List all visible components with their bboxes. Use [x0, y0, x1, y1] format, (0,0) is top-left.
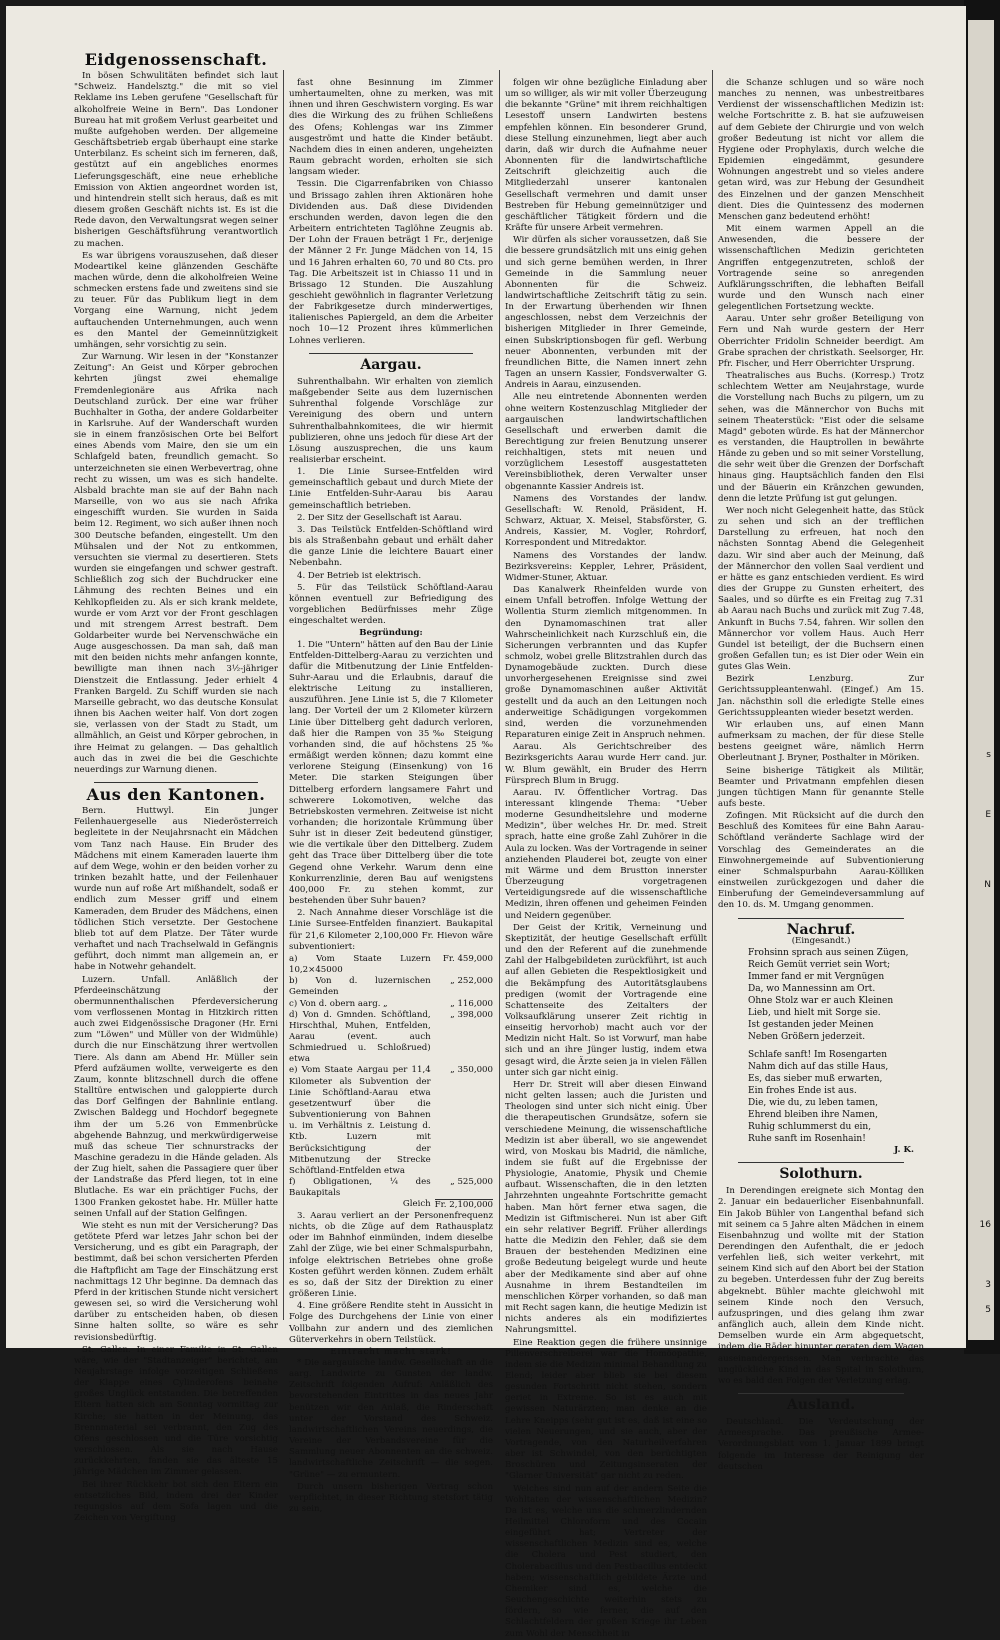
- article-paragraph: Wir dürfen als sicher voraussetzen, daß Sie die bessere grundsätzlich mit uns einig gehen und sich gerne bemühen werden, in Ihrer Gemeinde in die Sammlung neuer Abonnenten für die Schweiz. landwirtschaftliche Zeitschrift tätig zu sein. In der Erwartung überhenden wir Ihnen angeschlossen, nebst dem Verzeichnis der bisherigen Mitglieder in Ihrer Gemeinde, einen Subskriptionsbogen für gefl. Werbung neuer Abonnenten, verbunden mit der freundlichen Bitte, die Namen innert zehn Tagen an unsern Kassier, Fondsverwalter G. Andreis in Aarau, einzusenden.: [505, 235, 707, 391]
- table-cell-label: b) Von d. luzernischen Gemeinden: [289, 976, 431, 998]
- section-title-kantonen: Aus den Kantonen.: [86, 785, 266, 804]
- poem-line: Ist gestanden jeder Meinen: [748, 1019, 874, 1030]
- column-rule: [283, 70, 284, 1320]
- table-cell-amount: „ 116,000: [450, 998, 493, 1009]
- table-row: [289, 1177, 493, 1199]
- article-paragraph: In Derendingen ereignete sich Montag den 2. Januar ein bedauerlicher Eisenbahnunfall. Ein Jakob Bühler von Langenthal befand sich mit seinem ca 5 Jahre alten Mädchen in einem Eisenbahnzug und wollte mit der Station Derendingen den Aufenthalt, die er jedoch verfehlen ließ, sich weiter verkehrt, mit seinem Kind sich auf den Abort bei der Station zu begeben. Unterdessen fuhr der Zug bereits abgeknebt. Bühler machte gleichwohl mit seinem Kinde noch den Versuch, aufzuspringen, und dies gelang ihm zwar anfänglich auch, allein dem Kinde nicht. Demselben wurde ein Arm abgequetscht, indem die Räder hinunter geraten dem Wagen auseinandergerissen. Man verbrachte das unglückliche Kind in das Spital in Solothurn, wo es bald den Folgen der Verletzung erlag.: [718, 1186, 924, 1386]
- subsidy-table: [289, 954, 493, 1211]
- article-paragraph: Bern. Huttwyl. Ein junger Feilenhauergeselle aus Niederösterreich begleitete in der Neujahrsnacht ein Mädchen vom Tanz nach Hause. Ein Bruder des Mädchens mit einem Kameraden lauerte ihm auf dem Wege, wohin er den beiden vorher zu trinken bezahlt hatte, und der Feilenhauer wurde nun auf roße Art mißhandelt, sodaß er endlich zum Messer griff und einem Kameraden, dem Bruder des Mädchens, einen tödlichen Stich versetzte. Der Gestochene blieb tot auf dem Platze. Der Täter wurde verhaftet und nach Trachselwald in Gefängnis geführt, doch nimmt man allgemein an, er habe in Notwehr gehandelt.: [74, 806, 278, 973]
- divider: [309, 353, 473, 354]
- section-title-ausland: Ausland.: [786, 1397, 856, 1413]
- article-paragraph: Wir erlauben uns, auf einen Mann aufmerksam zu machen, der für diese Stelle bestens geeignet wäre, nämlich Herrn Oberleutnant J. Bryner, Posthalter in Möriken.: [718, 719, 924, 764]
- poem-line: Schlafe sanft! Im Rosengarten: [748, 1049, 888, 1060]
- slogan: Eintracht macht stark!: [330, 1346, 452, 1357]
- poem-line: Ohne Stolz war er auch Kleinen: [748, 995, 894, 1006]
- column-rule: [712, 70, 713, 1320]
- article-paragraph: 2. Der Sitz der Gesellschaft ist Aarau.: [297, 512, 462, 523]
- article-paragraph: Welches sind nun auf der andern Seite die Wohltaten der wissenschaftlichen Medizin? Da ist es, welche uns die schmerzlindernden Heilmittel Chloroform und des Cocain eingeführt hat; Vertreter der wissenschaftlichen Medizin sind es, welche die Cholera und Pest studiert, den Cholerabacillus und den Pestbacillus entdeckt haben; wissenschaftlich gebildete Ärzte und Chemiker sind es, welche die Seuchengeschichte weiterhin stets zu fördern, so wie ferner, die auf den Schlachtfeldern der großen Kriege ihr Leben zum Wohl der Menschheit in: [505, 1483, 707, 1639]
- table-cell-label: a) Vom Staate Luzern 10,2×45000: [289, 953, 431, 976]
- article-paragraph: In bösen Schwulitäten befindet sich laut "Schweiz. Handelsztg." die mit so viel Reklame ins Leben gerufene "Gesellschaft für alkoholfreie Weine in Bern". Das Londoner Bureau hat mit großem Verlust gearbeitet und mußte aufgehoben werden. Der allgemeine Geschäftsbetrieb ergab überhaupt eine starke Unterbilanz. Es scheint sich im ferneren, daß, gestützt auf ein angebliches enormes Lieferungsgeschäft, eine neue erhebliche Emission von Aktien angeordnet worden ist, und hintendrein stellt sich heraus, daß es mit diesem großen Geschäft nichts ist. Es ist die Rede davon, den Verwaltungsrat wegen seiner bisherigen Geschäftsführung verantwortlich zu machen.: [74, 71, 278, 249]
- table-cell-amount: „ 252,000: [450, 976, 493, 987]
- poem-subtitle: (Eingesandt.): [791, 935, 851, 946]
- article-paragraph: Namens des Vorstandes der landw. Bezirksvereins: Keppler, Lehrer, Präsident, Widmer-Stuner, Aktuar.: [505, 550, 707, 583]
- article-paragraph: Aarau. IV. Öffentlicher Vortrag. Das interessant klingende Thema: "Ueber moderne Gesundheitslehre und moderne Medizin", über welches Hr. Dr. med. Streit sprach, hatte eine große Zahl Zuhörer in die Aula zu locken. Was der Vortragende in seiner anziehenden Plauderei bot, zeugte von einer mit Wärme und dem Brustton innerster Überzeugung vorgetragenen Verteidigungsrede auf die wissenschaftliche Medizin, ihren offenen und geheimen Feinden und Neidern gegenüber.: [505, 787, 707, 921]
- poem-line: Immer fand er mit Vergnügen: [748, 971, 885, 982]
- table-row: [289, 1199, 493, 1211]
- article-paragraph: Luzern. Unfall. Anläßlich der Pferdeeinschätzung der obermunnenthalischen Pferdeversicherung vom verflossenen Montag in Hitzkirch ritten auch zwei Eidgenössische Dragoner (Hr. Erni zum "Löwen" und Müller von der Widmühle) durch die nur Einschätzung ihrer wertvollen Tiere. Als dann am Abend Hr. Müller sein Pferd aufzäumen wollte, verweigerte es den Zaum, konnte blitzschnell durch die offene Stalltüre entwischen und galoppierte durch das Dorf Gelfingen der Bahnlinie entlang. Zwischen Baldegg und Hochdorf begegnete ihm der um 5.26 von Emmenbrücke abgehende Bahnzug, und merkwürdigerweise muß das scheue Tier schnurstracks der Maschine geradezu in die Hände geladen. Als der Zug hielt, sahen die Passagiere quer über der Landstraße das Pferd liegen, tot in eine Blutlache. Es war ein prächtiger Fuchs, der 1300 Franken gekostet habe. Hr. Müller hatte seinen Unfall auf der Station Gelfingen.: [74, 974, 278, 1219]
- article-paragraph: 3. Aarau verliert an der Personenfrequenz nichts, ob die Züge auf dem Rathausplatz oder im Bahnhof einmünden, indem dieselbe Zahl der Züge, wie bei einer Schmalspurbahn, infolge elektrischen Betriebes ohne große Kosten geführt werden können. Zudem erhält es so, daß der Sitz der Direktion zu einer größeren Linie.: [289, 1210, 493, 1300]
- article-paragraph: folgen wir ohne bezügliche Einladung aber um so williger, als wir mit voller Überzeugung die bekannte "Grüne" mit ihrem reichhaltigen Lesestoff unsern Landwirten bestens empfehlen können. Ein besonderer Grund, diese Stellung einzunehmen, liegt aber auch darin, daß wir durch die Aufnahme neuer Abonnenten für die landwirtschaftliche Zeitschrift gleichzeitig auch die Mitgliederzahl unserer kantonalen Gesellschaft vermehren und damit unser Bestreben für Hebung gemeinnütziger und geschäftlicher Tätigkeit fördern und die Kräfte für unsere Arbeit vermehren.: [505, 78, 707, 234]
- column-3: [505, 78, 707, 1639]
- table-cell-label: c) Von d. obern aarg. „: [289, 998, 388, 1009]
- article-paragraph: 5. Für das Teilstück Schöftland-Aarau können eventuell zur Befriedigung des vorgeblichen Bedürfnisses mehr Züge eingeschaltet werden.: [289, 582, 493, 627]
- divider: [738, 1162, 904, 1163]
- column-1: [74, 50, 278, 1523]
- article-paragraph: Das Kanalwerk Rheinfelden wurde von einem Unfall betroffen. Infolge Wettung der Wollentia Sturm ziemlich mitgenommen. In den Dynamomaschinen trat aller Wahrscheinlichkeit nach Kurzschluß ein, die Sicherungen verbrannten und das Kupfer schmolz, wobei grelle Blitzstrahlen durch das Dynamogebäude zuckten. Durch diese unvorhergesehenen Ereignisse sind zwei große Dynamomaschinen außer Aktivität gestellt und da auch an den Leitungen noch anderweitige Schädigungen vorgekommen sind, werden die vorzunehmenden Reparaturen einige Zeit in Anspruch nehmen.: [505, 585, 707, 741]
- article-paragraph: 3. Das Teilstück Entfelden-Schöftland wird bis als Straßenbahn gebaut und erhält daher die ganze Linie die leichtere Bauart einer Nebenbahn.: [289, 524, 493, 569]
- article-paragraph: Aarau. Unter sehr großer Beteiligung von Fern und Nah wurde gestern der Herr Oberrichter Fridolin Schneider beerdigt. Am Grabe sprachen der christkath. Seelsorger, Hr. Pfr. Fischer, und Herr Oberrichter Ursprung.: [718, 314, 924, 369]
- article-paragraph: Suhrenthalbahn. Wir erhalten von ziemlich maßgebender Seite aus dem luzernischen Suhrenthal folgende Vorschläge zur Vereinigung des obern und untern Suhrenthalbahnkomitees, die wir hiermit publizieren, ohne uns jedoch für diese Art der Lösung auszusprechen, die uns kaum realisierbar erscheint.: [289, 376, 493, 465]
- adjacent-page-strip: s E N 16 3 5: [968, 20, 994, 1340]
- subheading-begruendung: Begründung:: [359, 628, 423, 639]
- table-cell-label: Gleich: [402, 1199, 431, 1210]
- article-paragraph: * Die aargauische landw. Gesellschaft an die aarg. Landwirte zu Gunsten der landw. Zeitschrift folgenden Aufruf: Anläßlich des bevorstehenden Eintrittes in das neues Jahr benützen wir den Anlaß, die Rinderschaft unter der Vorstand des Schweiz. landwirtschaftlichen Vereins neuerdings, die Vereine der Verbandsvereine für die Sammlung neuer Abonnenten an die schweiz. landwirtschaftliche Zeitschrift — die sogen. "Grüne" — zu ermuntern.: [289, 1358, 493, 1480]
- column-4: [718, 78, 924, 1472]
- article-paragraph: St. Gallen. In einer Familie in St. Gallen wäre, wie der "Stadtanzeiger" berichtet, am Neujahrstage infolge vorzeitigen Schließens der Klappe eines Cylinderofens beinahe großes Unglück entstanden. Die betreffenden Eltern hatten sich am Sonntag vormittag zur Kirche; sie hatten in der Meinung, das Brennmaterial sei verbrannt, den Zug des Ofens geschlossen und die Türe vorsichtig verschlossen. Als sie nach Hause zurückkehrten, fanden sie das älteste 15 jährige Mädchen im Zimmer gelassen.: [74, 1344, 278, 1478]
- poem-line: Ein frohes Ende ist aus.: [748, 1085, 857, 1096]
- article-paragraph: 4. Eine größere Rendite steht in Aussicht in Folge des Durchgehens der Linie von einer Vollbahn zur andern und des ziemlichen Güterverkehrs in obern Teilstück.: [289, 1301, 493, 1345]
- table-row: [289, 1065, 493, 1177]
- poem: [718, 947, 924, 1145]
- table-row: [289, 976, 493, 998]
- poem-line: Da, wo Mannessinn am Ort.: [748, 983, 876, 994]
- column-rule: [499, 70, 500, 1320]
- poem-signature: J. K.: [894, 1144, 914, 1155]
- divider: [738, 918, 904, 919]
- article-paragraph: Zur Warnung. Wir lesen in der "Konstanzer Zeitung": An Geist und Körper gebrochen kehrten jüngst zwei ehemalige Fremdenlegionäre aus Afrika nach Deutschland zurück. Der eine war früher Buchhalter in Gotha, der andere Goldarbeiter in Karlsruhe. Auf der Wanderschaft wurden sie in einem französischen Orte bei Belfort eines Abends vom Maire, den sie um ein Schlafgeld baten, freundlich gemacht. So unterzeichneten sie einen Werbevertrag, ohne recht zu wissen, um was es sich handelte. Alsbald brachte man sie auf der Bahn nach Marseille, von wo aus sie nach Afrika eingeschifft wurden. Sie wurden in Saida beim 12. Regiment, wo sich außer ihnen noch 300 Deutsche befanden, eingestellt. Um den Mühsalen und der Not zu entkommen, versuchten sie viermal zu desertieren. Stets wurden sie eingefangen und schwer gestraft. Schließlich zog sich der Buchdrucker eine Lähmung des rechten Beines und ein Kehlkopfleiden zu. Als er sich krank meldete, wurde er vom Arzt vor der Front geschlagen und mit strengem Arrest bestraft. Dem Goldarbeiter wurde bei Nervenschwäche ein Auge ausgeschossen. Da man sah, daß man mit den beiden nichts mehr anfangen konnte, bewilligte man ihnen nach 3½-jähriger Dienstzeit die Entlassung. Jeder erhielt 4 Franken Bargeld. Zu Schiff wurden sie nach Marseille gebracht, wo das deutsche Konsulat ihnen bis Aachen weiter half. Von dort zogen sie, verlassen von der Stadt zu Stadt, um allmählich, an Geist und Körper gebrochen, in ihre Heimat zu gelangen. — Das gehaltlich auch das in zwei die bei die Geschichte neuerdings zur Warnung dienen.: [74, 352, 278, 775]
- divider: [94, 782, 258, 783]
- article-paragraph: Aarau. Als Gerichtschreiber des Bezirksgerichts Aarau wurde Herr cand. jur. W. Blum gewählt, ein Bruder des Herrn Fürsprech Blum in Brugg.: [505, 742, 707, 786]
- poem-line: Es, das sieber muß erwarten,: [748, 1073, 883, 1084]
- table-cell-amount: „ 350,000: [450, 1065, 493, 1076]
- article-paragraph: Theatralisches aus Buchs. (Korresp.) Trotz schlechtem Wetter am Neujahrstage, wurde die Vorstellung nach Buchs zu pilgern, um zu sehen, was die Männerchor von Buchs mit seinem Theaterstück: "Eist oder die selsame Magd" geboten würde. Es hat der Männerchor es verstanden, die Hauptrollen in bewährte Hände zu geben und so mit seiner Vorstellung, die sehr weit über die Grenzen der Dorfschaft hinaus ging. Hauptsächlich fanden den Elsi und der Bäuerin ein Kränzchen gewunden, denn die letzte Prüfung ist gut gelungen.: [718, 371, 924, 504]
- section-title-aargau: Aargau.: [360, 356, 422, 373]
- poem-title: Nachruf.: [786, 921, 856, 938]
- article-paragraph: Der Geist der Kritik, Verneinung und Skeptizität, der heutige Gesellschaft erfüllt und den der Referent auf die zunehmende Zahl der Halbgebildeten zurückführt, ist auch auf allen Gebieten die Respektlosigkeit und die Bekämpfung des Autoritätsglaubens predigen (womit der Vortragende eine Schattenseite des Zeitalters der Volksaufklärung unserer Zeit richtig in einseitig hervorhob) macht auch vor der Medizin nicht Halt. So ist Vorwurf, man habe sich und an ihre Jünger lustig, indem etwa gesagt wird, die Ärzte seien ja in vielen Fällen unter sich gar nicht einig.: [505, 922, 707, 1078]
- article-paragraph: 2. Nach Annahme dieser Vorschläge ist die Linie Sursee-Entfelden finanziert. Baukapital für 21,6 Kilometer 2,100,000 Fr. Hievon wäre subventioniert:: [289, 908, 493, 952]
- article-paragraph: Bezirk Lenzburg. Zur Gerichtssuppleantenwahl. (Eingef.) Am 15. Jan. nächsthin soll die erledigte Stelle eines Gerichtssuppleanten wieder besetzt werden.: [718, 674, 924, 718]
- article-paragraph: die Schanze schlugen und so wäre noch manches zu nennen, was unbestreitbares Verdienst der wissenschaftlichen Medizin ist: welche Fortschritte z. B. hat sie aufzuweisen auf dem Gebiete der Chirurgie und von welch großer Bedeutung ist nicht vor allem die Hygiene oder Prophylaxis, durch welche die Epidemien eingedämmt, gesundere Wohnungen angestrebt und so vieles andere getan wird, was zur Hebung der Gesundheit des Einzelnen und der ganzen Menschheit dient. Dies die Quintessenz des modernen Menschen ganz bedeutend erhöht!: [718, 78, 924, 222]
- column-2: [289, 78, 493, 1515]
- article-paragraph: 1. Die "Untern" hätten auf den Bau der Linie Entfelden-Dittelberg-Aarau zu verzichten und dafür die Mitbenutzung der Linie Entfelden-Suhr-Aarau und die Erlaubnis, darauf die elektrische Leitung zu installieren, auszuführen. Jene Linie ist 5, die 7 Kilometer lang. Der Vorteil der um 2 Kilometer kürzern Linie über Dittelberg geht dadurch verloren, daß hier die Rampen von 35‰ Steigung vorhanden sind, die auf höchstens 25‰ ermäßigt werden können; dazu kommt eine verlorene Steigung (Einsenkung) von 16 Meter. Die starken Steigungen über Dittelberg erfordern langsamere Fahrt und schwerere Lokomotiven, welche das Betriebskosten vermehren. Zeitweise ist nicht vorhanden; die horizontale Krümmung über Suhr ist in dieser Zeit bedeutend günstiger, wie die vertikale über den Dittelberg. Zudem geht das Trace über Dittelberg über die tote Gegend ohne Verkehr. Warum denn eine Konkurrenzlinie, deren Bau auf wenigstens 400,000 Fr. zu stehen kommt, zur bestehenden über Suhr bauen?: [289, 639, 493, 907]
- article-paragraph: Deutschland. Die Verdeutschung der Armeesprache. Das preußische Armee-Verordnungsblatt vom 1. Januar 1899 bringt folgende im Interesse der Reinigung der deutschen: [718, 1417, 924, 1472]
- article-paragraph: Bei ihrer Rückkehr bot sich den Eltern ein entsetzliches Bild, indem drei der Kinder regungslos auf dem Sofa lagen und die Zeichen von Vergiftung: [74, 1479, 278, 1523]
- table-cell-label: f) Obligationen, ¼ des Baukapitals: [289, 1177, 431, 1199]
- section-title-eidgenossenschaft: Eidgenossenschaft.: [84, 50, 268, 69]
- article-paragraph: Wie steht es nun mit der Versicherung? Das getötete Pferd war letzes Jahr schon bei der Versicherung, und es gibt ein Paragraph, der bestimmt, daß bei schon versicherten Pferden die Haftpflicht am Tage der Einschätzung erst nachmittags 12 Uhr beginne. Da demnach das Pferd in der kritischen Stunde nicht versichert gewesen sei, so wird die Versicherung wohl darüber zu entscheiden haben, ob diesen Sinne halten sollte, so wäre es sehr revisionsbedürftig.: [74, 1220, 278, 1343]
- poem-line: Lieb, und hielt mit Sorge sie.: [748, 1007, 881, 1018]
- table-cell-label: e) Vom Staate Aargau per 11,4 Kilometer als Subvention der Linie Schöftland-Aarau etwa gesetzentwurf über die Subventionierung von Bahnen u. im Verhältnis z. Leistung d. Ktb. Luzern mit Berücksichtigung der Mitbenutzung der Strecke Schöftland-Entfelden etwa: [289, 1065, 431, 1176]
- article-paragraph: Eine Reaktion gegen die frühere unsinnige Pillenverschreiberei war die Homöopathie, indem sie die Medizin minimal Behandlung zu Elend; leider aber blieb sie bei diesem gesunden Fortschritt nicht stehen, sondern geriet in Extreme. So ist es auch mit gewissen Naturärzten; man denke an die Lehre Kneipps (sehr gut ist es, daß ist eine so vielen Neuerungen, und sie auch, aber der Vortragende, von den Naturheilverfahren aber ist Schwindel, von den berüchtigten Broschüren und Zeitungsinseraten der "Glarner Universität" gar nicht zu reden.: [505, 1337, 707, 1482]
- poem-line: Frohsinn sprach aus seinen Zügen,: [748, 947, 909, 958]
- article-paragraph: 4. Der Betrieb ist elektrisch.: [297, 570, 422, 581]
- table-cell-amount: „ 525,000: [450, 1177, 493, 1187]
- table-row: [289, 999, 493, 1010]
- poem-line: Neben Größern jederzeit.: [748, 1031, 866, 1042]
- article-paragraph: 1. Die Linie Sursee-Entfelden wird gemeinschaftlich gebaut und durch Miete der Linie Entfelden-Suhr-Aarau bis Aarau gemeinschaftlich betrieben.: [289, 467, 493, 511]
- divider: [738, 1393, 904, 1394]
- table-row: [289, 1010, 493, 1066]
- table-row: [289, 954, 493, 976]
- poem-line: Reich Gemüt verriet sein Wort;: [748, 959, 891, 970]
- article-paragraph: Tessin. Die Cigarrenfabriken von Chiasso und Brissago zahlen ihren Aktionären hohe Dividenden aus. Daß diese Dividenden erschunden werden, davon legen die den Arbeitern entrichteten Taglöhne Zeugnis ab. Der Lohn der Frauen beträgt 1 Fr., derjenige der Männer 2 Fr. Junge Mädchen von 14, 15 und 16 Jahren erhalten 60, 70 und 80 Cts. pro Tag. Die Arbeitszeit ist in Chiasso 11 und in Brissago 12 Stunden. Die Auszahlung geschieht gewöhnlich in flagranter Verletzung der Fabrikgesetze durch minderwertiges, italienisches Papiergeld, an dem die Arbeiter noch 10—12 Prozent ihres kümmerlichen Lohnes verlieren.: [289, 179, 493, 346]
- section-title-solothurn: Solothurn.: [779, 1166, 863, 1183]
- article-paragraph: Seine bisherige Tätigkeit als Militär, Beamter und Privatmann empfehlen diesen jungen tüchtigen Mann für genannte Stelle aufs beste.: [718, 765, 924, 809]
- article-paragraph: Durch unsern bisherigen Vertrag schon verpflichtet, in dieser Richtung stetsfort tätig zu sein,: [289, 1481, 493, 1515]
- table-cell-total: Fr. 2,100,000: [434, 1199, 493, 1210]
- article-paragraph: Mit einem warmen Appell an die Anwesenden, die bessere der wissenschaftlichen Medizin gerichteten Angriffen entgegenzutreten, schloß der Vortragende seine so anregenden Aufklärungsschriften, die lebhaften Beifall wurde und den Wunsch nach einer gelegentlichen Fortsetzung weckte.: [718, 224, 924, 313]
- article-paragraph: Wer noch nicht Gelegenheit hatte, das Stück zu sehen und sich an der trefflichen Darstellung zu erfreuen, hat noch den nächsten Sonntag Abend die Gelegenheit dazu. Wir sind aber auch der Meinung, daß der Männerchor den vollen Saal verdient und er hätte es ganz entschieden verdient. Es wird dies der Gruppe zu Gunsten erheitert, des Saales, und so dürfte es ein Freitag zug 7.31 ab Aarau nach Buchs und zurück mit Zug 7.48, Ankunft in Buchs 7.54, fahren. Wir sollen den Männerchor vor vollem Haus. Auch Herr Gundel ist beteiligt, der die Buchsern einen großen Gefallen tun; es ist Dier oder Wein ein gutes Glas Wein.: [718, 505, 924, 673]
- poem-line: Ruhig schlummerst du ein,: [748, 1121, 872, 1132]
- poem-line: Ruhe sanft im Rosenhain!: [748, 1133, 866, 1144]
- article-paragraph: Zofingen. Mit Rücksicht auf die durch den Beschluß des Komitees für eine Bahn Aarau-Schöftland veränderte Sachlage wird der Vorschlag des Gemeinderates an die Einwohnergemeinde auf Subventionierung einer Schmalspurbahn Aarau-Kölliken einstweilen zurückgezogen und daher die Einberufung der Gemeindeversammlung auf den 10. ds. M. Umgang genommen.: [718, 811, 924, 911]
- article-paragraph: fast ohne Besinnung im Zimmer umhertaumelten, ohne zu merken, was mit ihnen und ihren Geschwistern vorging. Es war dies die Wirkung des zu frühen Schließens des Ofens; Kohlengas war ins Zimmer ausgeströmt und hatte die Kinder betäubt. Nachdem dies in einen anderen, ungeheizten Raum gebracht worden, erholten sie sich langsam wieder.: [289, 78, 493, 178]
- article-paragraph: Namens des Vorstandes der landw. Gesellschaft: W. Renold, Präsident, H. Schwarz, Aktuar, X. Meisel, Stabsförster, G. Andreis, Kassier, M. Vogler, Rohrdorf, Korrespondent und Mitredaktor.: [505, 493, 707, 549]
- article-paragraph: Herr Dr. Streit will aber diesen Einwand nicht gelten lassen; auch die Juristen und Theologen sind unter sich nicht einig. Über die therapeutischen Grundsätze, sofern sie verschiedene Meinung, die wissenschaftliche Medizin ist aber überall, wo sie angewendet wird, von Moskau bis Madrid, die nämliche, indem sie fußt auf die Ergebnisse der Physiologie, Anatomie, Physik und Chemie aufbaut. Wissenschaften, die in den letzten Jahrzehnten ungeahnte Fortschritte gemacht haben. Man hört ferner etwa sagen, die Medizin ist Giftmischerei. Nun ist aber Gift ein sehr relativer Begriff. Früher allerdings hatte die Medizin den Fehler, daß sie dem Brauen der bestehenden Medizinen eine große Bedeutung beigelegt wurde und heute aber der Medikamente sind aber auf ohne Ausnahme in ihrem Bestandteilen im menschlichen Körper vorhanden, so daß man mit Recht sagen kann, die heutige Medizin ist nichts anderes als ein modifiziertes Nahrungsmittel.: [505, 1079, 707, 1336]
- table-cell-label: d) Von d. Gmnden. Schöftland, Hirschthal, Muhen, Entfelden, Aarau (event. auch Schmiedrued u. Schloßrued) etwa: [289, 1009, 431, 1065]
- article-paragraph: Es war übrigens vorauszusehen, daß dieser Modeartikel keine glänzenden Geschäfte machen würde, denn die alkoholfreien Weine schmecken erstens fade und zweitens sind sie zu teuer. Für das Publikum liegt in dem Vorgang eine Warnung, nicht jedem auftauchenden Unternehmungen, auch wenn es den Mantel der Gemeinnützigkeit umhängen, sehr vorsichtig zu sein.: [74, 250, 278, 350]
- poem-line: Nahm dich auf das stille Haus,: [748, 1061, 889, 1072]
- article-paragraph: Alle neu eintretende Abonnenten werden ohne weitern Kostenzuschlag Mitglieder der aargauischen landwirtschaftlichen Gesellschaft und erwerben damit die Berechtigung zur freien Benutzung unserer reichhaltigen, stets mit neuen und vorzüglichem Lesestoff ausgestatteten Vereinsbibliothek, deren Verwalter unser obgenannte Kassier Andreis ist.: [505, 392, 707, 492]
- table-cell-amount: „ 398,000: [450, 1009, 493, 1020]
- table-cell-amount: Fr. 459,000: [442, 953, 493, 964]
- poem-line: Die, wie du, zu leben tamen,: [748, 1097, 879, 1108]
- poem-line: Ehrend bleiben ihre Namen,: [748, 1109, 878, 1120]
